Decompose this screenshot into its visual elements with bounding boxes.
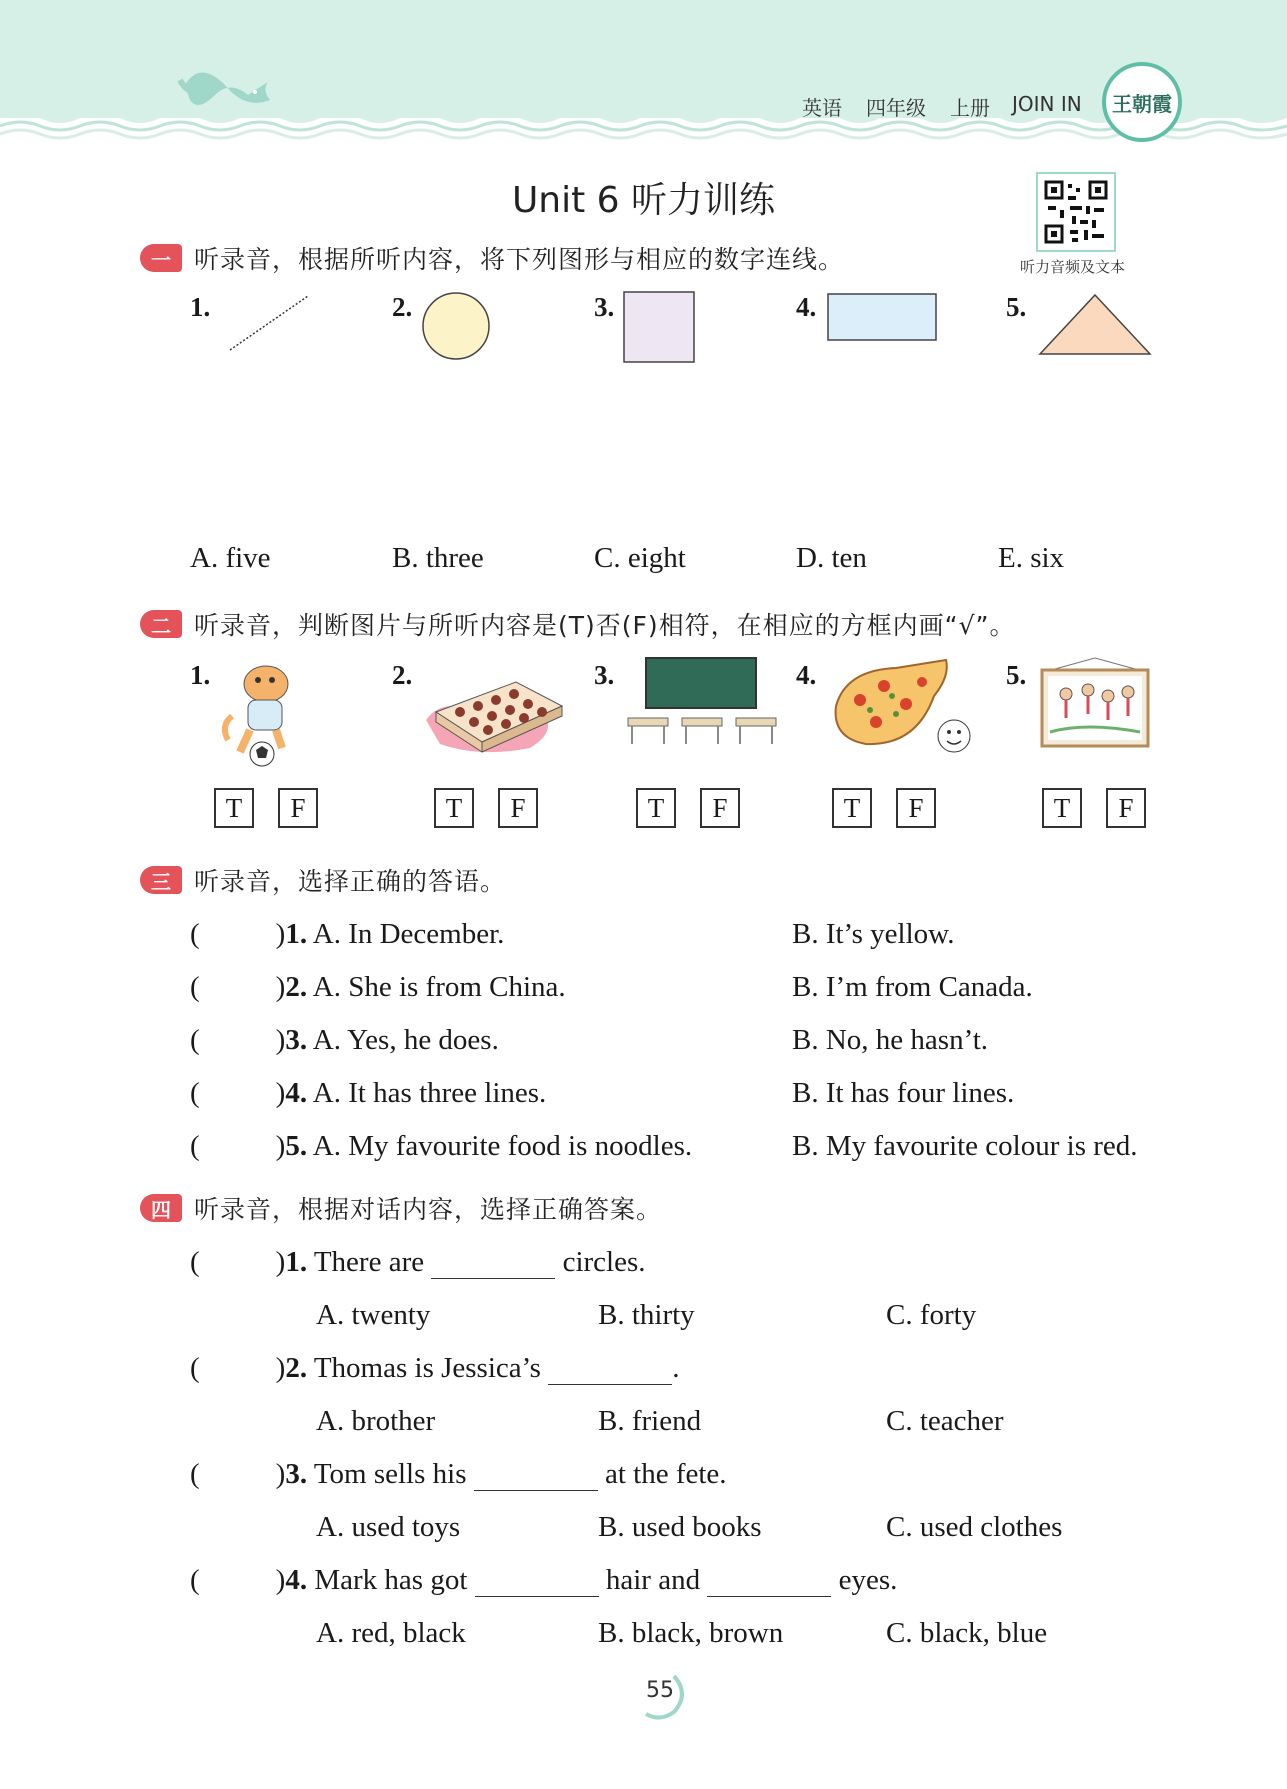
- answer-paren-close: ): [275, 1352, 286, 1384]
- shape-item-number: 1.: [190, 292, 211, 322]
- option-a: A. My favourite food is noodles.: [312, 1130, 693, 1162]
- answer-paren-open: (: [190, 1077, 200, 1109]
- option-a: A. Yes, he does.: [312, 1024, 499, 1056]
- option-label: B. black, brown: [598, 1617, 784, 1649]
- section-badge: 四: [140, 1194, 182, 1222]
- circle-icon: [420, 290, 492, 362]
- option-label: C. black, blue: [886, 1617, 1048, 1649]
- option-label: C. forty: [886, 1299, 977, 1331]
- section-3-header: [140, 862, 506, 898]
- question-number: 1.: [285, 1246, 308, 1278]
- answer-paren-close: ): [275, 1024, 286, 1056]
- section-badge: 二: [140, 610, 182, 638]
- question-number: 2.: [285, 1352, 308, 1384]
- section-instruction: 听录音，根据所听内容，将下列图形与相应的数字连线。: [194, 245, 845, 274]
- question-row: [190, 971, 566, 1004]
- header-volume: 上册: [950, 96, 990, 120]
- option-label: A. red, black: [316, 1617, 466, 1649]
- option-label: A. twenty: [316, 1299, 431, 1331]
- answer-paren-close: ): [275, 918, 286, 950]
- fill-in-blank[interactable]: [431, 1248, 555, 1279]
- question-number: 4.: [285, 1077, 308, 1109]
- false-checkbox[interactable]: F: [700, 788, 740, 828]
- page-title: Unit 6 听力训练: [511, 180, 776, 221]
- false-checkbox[interactable]: F: [896, 788, 936, 828]
- answer-paren-close: ): [275, 1458, 286, 1490]
- question-number: 3.: [285, 1458, 308, 1490]
- picture-item-number: 4.: [796, 660, 817, 690]
- option-label: C. teacher: [886, 1405, 1004, 1437]
- answer-paren-open: (: [190, 1458, 200, 1490]
- page-number: 55: [646, 1678, 674, 1703]
- option-label: B. used books: [598, 1511, 762, 1543]
- answer-paren-close: ): [275, 1077, 286, 1109]
- option-label: D. ten: [796, 542, 867, 574]
- brand-logo: [1102, 62, 1182, 142]
- tiger-football-picture: [210, 656, 320, 768]
- question-text: There are: [313, 1246, 425, 1278]
- picture-item-number: 5.: [1006, 660, 1027, 690]
- false-checkbox[interactable]: F: [278, 788, 318, 828]
- fill-in-blank[interactable]: [475, 1566, 599, 1597]
- true-checkbox[interactable]: T: [636, 788, 676, 828]
- true-checkbox[interactable]: T: [1042, 788, 1082, 828]
- section-instruction: 听录音，根据对话内容，选择正确答案。: [194, 1195, 663, 1224]
- false-checkbox[interactable]: F: [498, 788, 538, 828]
- option-label: C. eight: [594, 542, 686, 574]
- option-label: B. three: [392, 542, 484, 574]
- question-number: 4.: [285, 1564, 308, 1596]
- true-checkbox[interactable]: T: [214, 788, 254, 828]
- true-checkbox[interactable]: T: [832, 788, 872, 828]
- question-row: [190, 1564, 897, 1597]
- answer-paren-close: ): [275, 1130, 286, 1162]
- section-instruction: 听录音，选择正确的答语。: [194, 867, 507, 896]
- fill-in-blank[interactable]: [474, 1460, 598, 1491]
- shape-item-number: 5.: [1006, 292, 1027, 322]
- question-row: [190, 1130, 692, 1163]
- option-label: C. used clothes: [886, 1511, 1063, 1543]
- option-b: B. No, he hasn’t.: [792, 1024, 989, 1056]
- answer-paren-open: (: [190, 1564, 200, 1596]
- question-number: 5.: [285, 1130, 308, 1162]
- header-grade: 四年级: [866, 96, 926, 120]
- option-a: A. She is from China.: [312, 971, 566, 1003]
- question-number: 2.: [285, 971, 308, 1003]
- option-label: A. brother: [316, 1405, 436, 1437]
- question-text: circles.: [562, 1246, 646, 1278]
- question-row: [190, 1352, 679, 1385]
- answer-paren-open: (: [190, 1352, 200, 1384]
- page-header: [0, 0, 1287, 160]
- line-icon: [226, 292, 312, 354]
- qr-caption: 听力音频及文本: [1020, 258, 1126, 276]
- option-b: B. It has four lines.: [792, 1077, 1015, 1109]
- option-label: B. thirty: [598, 1299, 695, 1331]
- picture-item-number: 1.: [190, 660, 211, 690]
- option-label: A. used toys: [316, 1511, 461, 1543]
- square-icon: [622, 290, 698, 366]
- header-series: JOIN IN: [1012, 92, 1082, 116]
- section-badge: 三: [140, 866, 182, 894]
- answer-paren-open: (: [190, 1024, 200, 1056]
- answer-paren-open: (: [190, 1246, 200, 1278]
- question-text: Mark has got: [314, 1564, 468, 1596]
- children-painting-picture: [1036, 656, 1154, 752]
- question-text: eyes.: [838, 1564, 898, 1596]
- pizza-picture: [826, 656, 976, 756]
- answer-paren-close: ): [275, 1246, 286, 1278]
- question-row: [190, 1077, 546, 1110]
- question-number: 1.: [285, 918, 308, 950]
- rectangle-icon: [826, 292, 940, 344]
- question-row: [190, 1024, 499, 1057]
- option-b: B. I’m from Canada.: [792, 971, 1033, 1003]
- option-a: A. It has three lines.: [312, 1077, 547, 1109]
- false-checkbox[interactable]: F: [1106, 788, 1146, 828]
- section-badge: 一: [140, 244, 182, 272]
- fill-in-blank[interactable]: [548, 1354, 672, 1385]
- question-text: Tom sells his: [313, 1458, 467, 1490]
- answer-paren-close: ): [275, 971, 286, 1003]
- picture-item-number: 2.: [392, 660, 413, 690]
- shape-item-number: 3.: [594, 292, 615, 322]
- triangle-icon: [1036, 292, 1154, 358]
- answer-paren-open: (: [190, 918, 200, 950]
- question-text: .: [672, 1352, 680, 1384]
- section-2-header: [140, 606, 1016, 642]
- option-a: A. In December.: [312, 918, 505, 950]
- option-label: E. six: [998, 542, 1065, 574]
- option-label: A. five: [190, 542, 271, 574]
- picture-item-number: 3.: [594, 660, 615, 690]
- shape-item-number: 4.: [796, 292, 817, 322]
- section-4-header: [140, 1190, 662, 1226]
- question-row: [190, 1458, 727, 1491]
- classroom-picture: [624, 656, 786, 748]
- option-label: B. friend: [598, 1405, 702, 1437]
- question-text: hair and: [605, 1564, 701, 1596]
- option-b: B. It’s yellow.: [792, 918, 955, 950]
- brand-logo-text: 王朝霞: [1112, 91, 1172, 116]
- header-subject: 英语: [802, 96, 842, 120]
- section-instruction: 听录音，判断图片与所听内容是(T)否(F)相符，在相应的方框内画“√”。: [194, 611, 1016, 640]
- header-background: [0, 0, 1287, 160]
- question-number: 3.: [285, 1024, 308, 1056]
- question-text: at the fete.: [604, 1458, 727, 1490]
- chocolate-box-picture: [420, 660, 568, 756]
- question-text: Thomas is Jessica’s: [313, 1352, 541, 1384]
- true-checkbox[interactable]: T: [434, 788, 474, 828]
- question-row: [190, 918, 504, 951]
- answer-paren-close: ): [275, 1564, 286, 1596]
- answer-paren-open: (: [190, 971, 200, 1003]
- question-row: [190, 1246, 646, 1279]
- section-1-header: [140, 240, 844, 276]
- option-b: B. My favourite colour is red.: [792, 1130, 1138, 1162]
- answer-paren-open: (: [190, 1130, 200, 1162]
- fill-in-blank[interactable]: [707, 1566, 831, 1597]
- shape-item-number: 2.: [392, 292, 413, 322]
